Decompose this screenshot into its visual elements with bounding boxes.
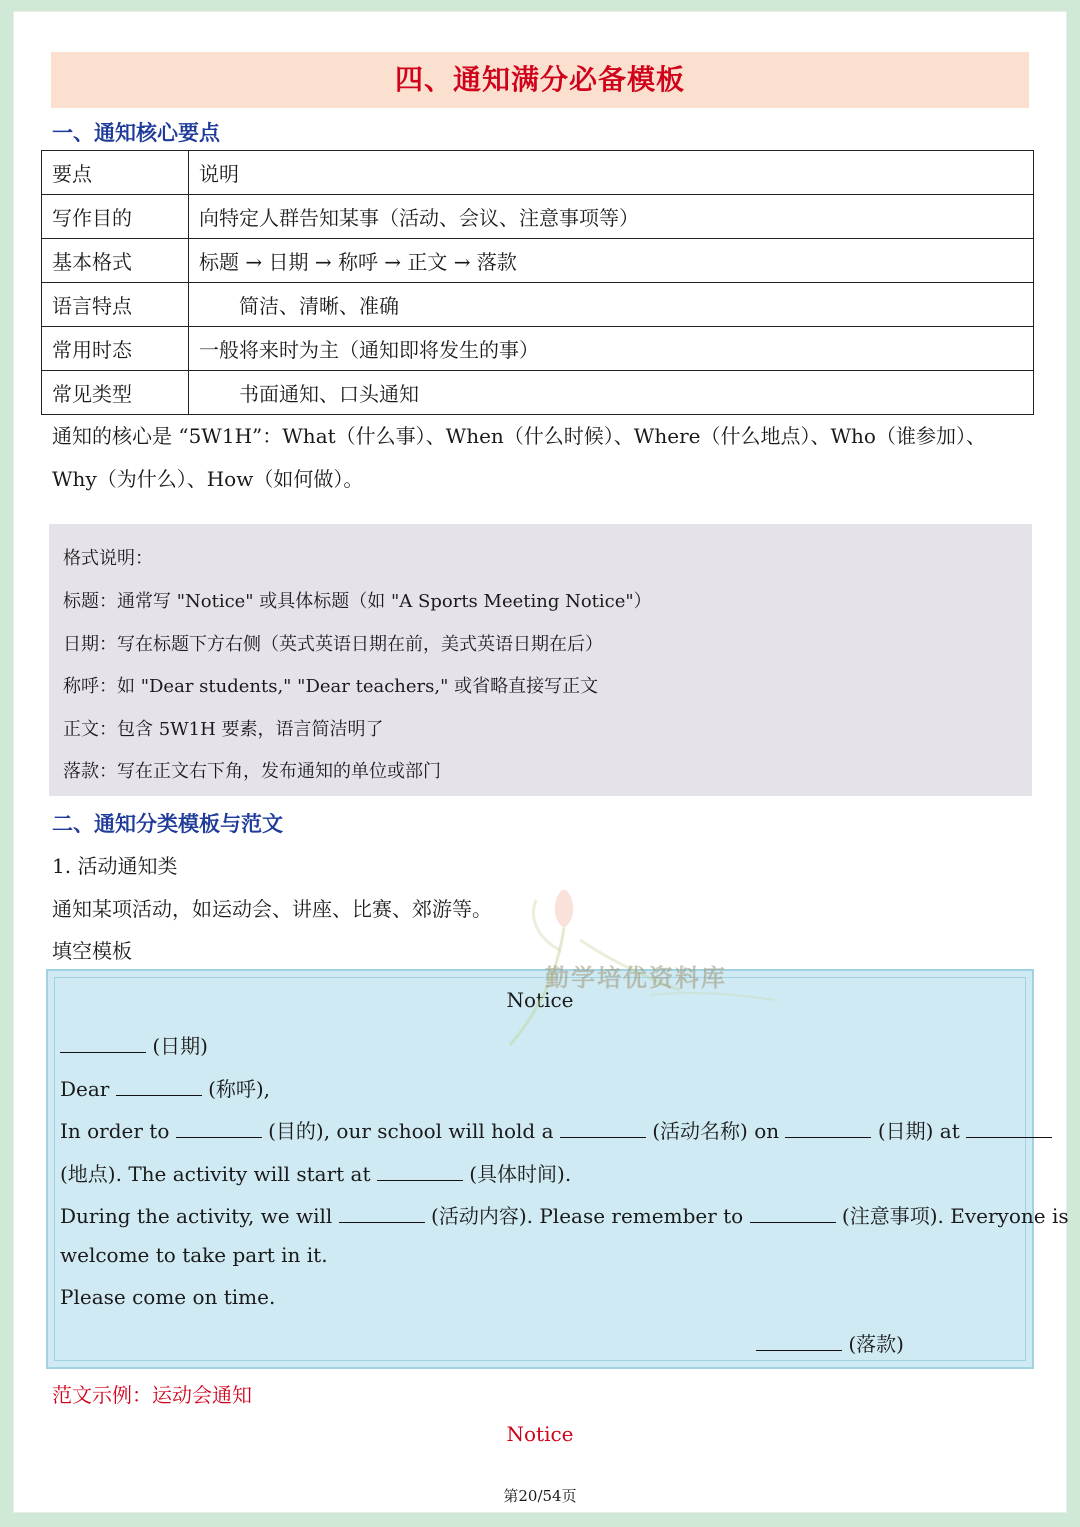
format-notes-box xyxy=(49,524,1032,796)
section-heading-templates: 二、通知分类模板与范文 xyxy=(52,812,283,836)
table-cell-value: 一般将来时为主（通知即将发生的事） xyxy=(189,327,1034,371)
table-cell-value: 向特定人群告知某事（活动、会议、注意事项等） xyxy=(189,195,1034,239)
fill-blank[interactable] xyxy=(176,1121,262,1138)
text-segment: (地点). The activity will start at xyxy=(60,1162,371,1186)
table-cell-value: 标题 → 日期 → 称呼 → 正文 → 落款 xyxy=(189,239,1034,283)
fill-blank[interactable] xyxy=(966,1121,1052,1138)
table-cell-value: 书面通知、口头通知 xyxy=(189,371,1034,415)
template-line-signature xyxy=(756,1328,904,1357)
format-line-salutation: 称呼：如 "Dear students," "Dear teachers," 或省略直接写正文 xyxy=(63,676,599,697)
text-segment: In order to xyxy=(60,1119,170,1143)
example-notice-title: Notice xyxy=(506,1422,574,1446)
table-row xyxy=(42,239,1034,283)
section-heading-core-points: 一、通知核心要点 xyxy=(52,121,220,145)
text-segment: (活动名称) on xyxy=(652,1119,780,1143)
format-line-title: 标题：通常写 "Notice" 或具体标题（如 "A Sports Meeting Notice"） xyxy=(63,591,652,612)
table-row xyxy=(42,327,1034,371)
table-row xyxy=(42,371,1034,415)
table-cell-key: 常用时态 xyxy=(42,327,189,371)
template-notice-title: Notice xyxy=(506,988,574,1012)
template-line-content xyxy=(60,1200,1069,1229)
template-label: 填空模板 xyxy=(52,939,132,963)
format-line-signature: 落款：写在正文右下角，发布通知的单位或部门 xyxy=(63,761,441,782)
core-5w1h-line2: Why（为什么）、How（如何做）。 xyxy=(52,467,364,491)
core-5w1h-line1: 通知的核心是 “5W1H”：What（什么事）、When（什么时候）、Where（什么地点）、Who（谁参加）、 xyxy=(52,424,986,448)
table-row xyxy=(42,195,1034,239)
text-segment: (活动内容). Please remember to xyxy=(431,1204,744,1228)
hint-date: (日期) xyxy=(152,1034,208,1058)
example-label: 范文示例：运动会通知 xyxy=(52,1383,252,1407)
template-line-date xyxy=(60,1030,208,1059)
format-line-date: 日期：写在标题下方右侧（英式英语日期在前，美式英语日期在后） xyxy=(63,634,603,655)
fill-blank[interactable] xyxy=(785,1121,871,1138)
template-line-place-time xyxy=(60,1158,571,1187)
page-title: 四、通知满分必备模板 xyxy=(51,52,1029,108)
subheading-activity-notice: 1. 活动通知类 xyxy=(52,854,178,878)
fill-blank[interactable] xyxy=(377,1164,463,1181)
table-cell-key: 语言特点 xyxy=(42,283,189,327)
table-row xyxy=(42,283,1034,327)
text-segment: During the activity, we will xyxy=(60,1204,333,1228)
fill-blank[interactable] xyxy=(560,1121,646,1138)
table-row xyxy=(42,151,1034,195)
template-line-purpose xyxy=(60,1115,1052,1144)
template-line-welcome: welcome to take part in it. xyxy=(60,1243,328,1267)
watermark-text: 勤学培优资料库 xyxy=(545,964,727,992)
fill-blank[interactable] xyxy=(756,1334,842,1351)
page-number: 第20/54页 xyxy=(503,1487,577,1505)
table-cell-value: 简洁、清晰、准确 xyxy=(189,283,1034,327)
text-segment: (注意事项). Everyone is xyxy=(841,1204,1069,1228)
table-cell-value: 说明 xyxy=(189,151,1034,195)
table-cell-key: 写作目的 xyxy=(42,195,189,239)
hint-signature: (落款) xyxy=(848,1332,904,1356)
core-points-table xyxy=(41,150,1034,415)
format-heading: 格式说明： xyxy=(63,548,153,569)
table-cell-key: 基本格式 xyxy=(42,239,189,283)
fill-blank[interactable] xyxy=(116,1079,202,1096)
template-line-on-time: Please come on time. xyxy=(60,1285,276,1309)
format-line-body: 正文：包含 5W1H 要素，语言简洁明了 xyxy=(63,719,384,740)
fill-blank[interactable] xyxy=(339,1206,425,1223)
activity-notice-description: 通知某项活动，如运动会、讲座、比赛、郊游等。 xyxy=(52,897,492,921)
template-line-salutation xyxy=(60,1073,270,1102)
text-segment: (具体时间). xyxy=(469,1162,572,1186)
text-segment: (日期) at xyxy=(877,1119,960,1143)
table-cell-key: 要点 xyxy=(42,151,189,195)
fill-blank[interactable] xyxy=(60,1036,146,1053)
fill-blank[interactable] xyxy=(750,1206,836,1223)
hint-salutation: (称呼), xyxy=(208,1077,271,1101)
text-segment: (目的), our school will hold a xyxy=(268,1119,554,1143)
dear-text: Dear xyxy=(60,1077,110,1101)
table-cell-key: 常见类型 xyxy=(42,371,189,415)
